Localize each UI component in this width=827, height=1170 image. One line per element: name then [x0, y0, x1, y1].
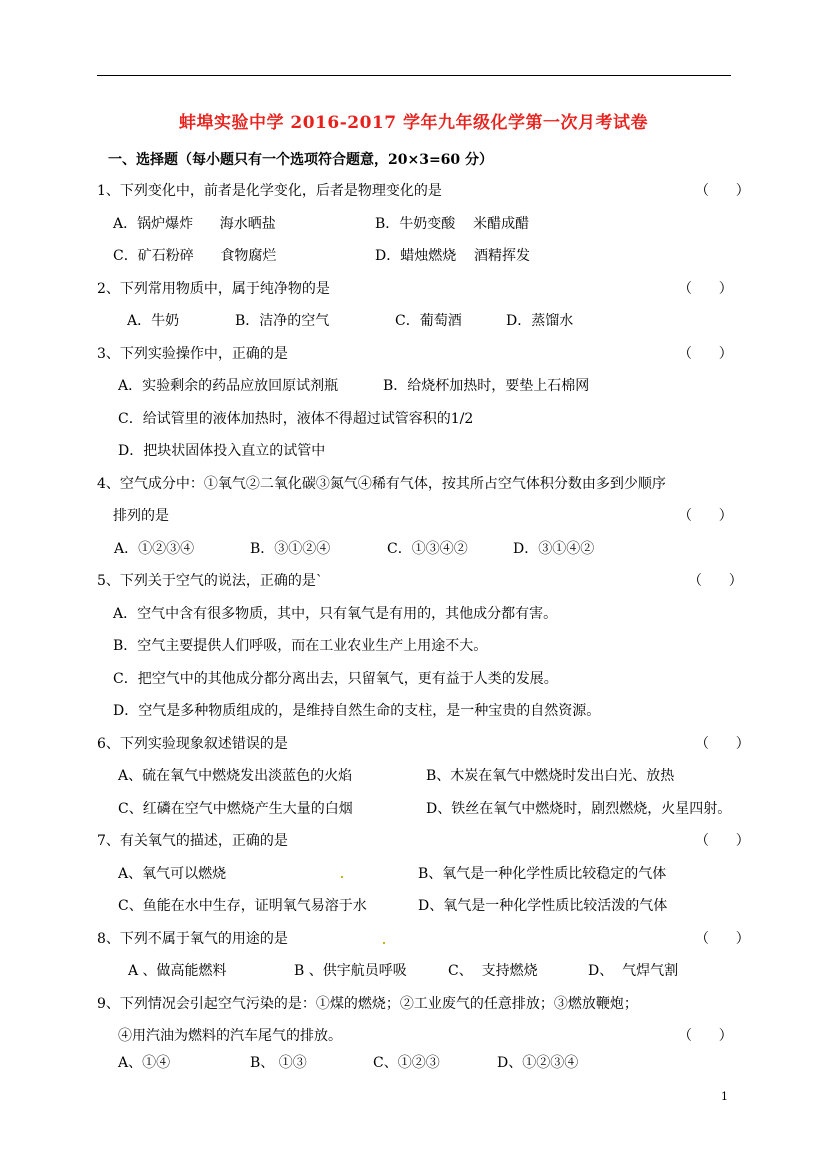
question-1-option-a: A．锅炉爆炸 海水晒盐 — [113, 216, 276, 232]
question-5-option-a: A．空气中含有很多物质，其中，只有氧气是有用的，其他成分都有害。 — [113, 606, 558, 622]
question-6-answer-paren: （ ） — [695, 736, 750, 752]
question-9-option-c: C、①②③ — [373, 1055, 440, 1071]
question-5-option-d: D．空气是多种物质组成的，是维持自然生命的支柱，是一种宝贵的自然资源。 — [113, 703, 601, 719]
question-2-option-d: D．蒸馏水 — [506, 313, 574, 329]
question-4-option-a: A．①②③④ — [114, 541, 195, 557]
question-9-option-d: D、①②③④ — [497, 1055, 579, 1071]
question-9-stem: 9、下列情况会引起空气污染的是：①煤的燃烧；②工业废气的任意排放；③燃放鞭炮； — [97, 996, 638, 1012]
question-5-stem: 5、下列关于空气的说法，正确的是` — [97, 573, 323, 589]
question-8-option-d: D、 气焊气割 — [588, 963, 679, 979]
question-8-option-b: B 、供宇航员呼吸 — [294, 963, 407, 979]
question-2-option-a: A．牛奶 — [127, 313, 180, 329]
question-3-option-b: B．给烧杯加热时，要垫上石棉网 — [383, 378, 590, 394]
header-rule — [97, 75, 731, 76]
question-6-option-d: D、铁丝在氧气中燃烧时，剧烈燃烧，火星四射。 — [426, 801, 732, 817]
question-1-answer-paren: （ ） — [695, 183, 750, 199]
question-8-answer-paren: （ ） — [695, 931, 750, 947]
question-6-option-a: A、硫在氧气中燃烧发出淡蓝色的火焰 — [118, 768, 353, 784]
section-heading: 一、选择题（每小题只有一个选项符合题意，20×3=60 分） — [108, 152, 494, 168]
question-7-option-c: C、鱼能在水中生存，证明氧气易溶于水 — [118, 898, 367, 914]
question-4-option-b: B．③①②④ — [250, 541, 331, 557]
question-5-option-b: B．空气主要提供人们呼吸，而在工业农业生产上用途不大。 — [113, 638, 488, 654]
question-9-option-b: B、 ①③ — [250, 1055, 307, 1071]
question-8-option-c: C、 支持燃烧 — [448, 963, 538, 979]
question-2-answer-paren: （ ） — [678, 281, 733, 297]
question-4-option-d: D．③①④② — [513, 541, 595, 557]
question-7-option-a: A、氧气可以燃烧 — [118, 866, 227, 882]
question-1-option-d: D．蜡烛燃烧 酒精挥发 — [375, 248, 531, 264]
question-4-stem: 4、空气成分中：①氧气②二氧化碳③氮气④稀有气体，按其所占空气体积分数由多到少顺序 — [97, 476, 666, 492]
question-4-option-c: C．①③④② — [387, 541, 468, 557]
question-7-stem: 7、有关氧气的描述，正确的是 — [97, 833, 288, 849]
question-5-option-c: C．把空气中的其他成分都分离出去，只留氧气，更有益于人类的发展。 — [113, 671, 558, 687]
question-3-stem: 3、下列实验操作中，正确的是 — [97, 346, 288, 362]
question-6-option-b: B、木炭在氧气中燃烧时发出白光、放热 — [426, 768, 675, 784]
question-1-option-b: B．牛奶变酸 米醋成醋 — [375, 216, 530, 232]
question-1-stem: 1、下列变化中，前者是化学变化，后者是物理变化的是 — [97, 183, 442, 199]
question-5-answer-paren: （ ） — [688, 573, 743, 589]
question-9-answer-paren: （ ） — [678, 1028, 733, 1044]
question-3-option-a: A．实验剩余的药品应放回原试剂瓶 — [118, 378, 339, 394]
question-9-option-a: A、①④ — [118, 1055, 171, 1071]
question-9-stem-continued: ④用汽油为燃料的汽车尾气的排放。 — [118, 1028, 342, 1044]
stray-mark — [341, 876, 343, 878]
question-4-answer-paren: （ ） — [678, 508, 733, 524]
question-8-stem: 8、下列不属于氧气的用途的是 — [97, 931, 288, 947]
question-7-option-d: D、氧气是一种化学性质比较活泼的气体 — [418, 898, 668, 914]
stray-mark — [383, 942, 385, 944]
question-4-stem-continued: 排列的是 — [113, 508, 169, 524]
question-8-option-a: A 、做高能燃料 — [128, 963, 227, 979]
question-2-option-c: C．葡萄酒 — [395, 313, 462, 329]
question-7-answer-paren: （ ） — [695, 833, 750, 849]
question-1-option-c: C．矿石粉碎 食物腐烂 — [113, 248, 277, 264]
question-3-answer-paren: （ ） — [678, 346, 733, 362]
page-number: 1 — [721, 1090, 728, 1103]
question-3-option-c: C．给试管里的液体加热时，液体不得超过试管容积的1/2 — [118, 411, 474, 427]
question-7-option-b: B、氧气是一种化学性质比较稳定的气体 — [418, 866, 667, 882]
question-2-stem: 2、下列常用物质中，属于纯净物的是 — [97, 281, 330, 297]
exam-title: 蚌埠实验中学 2016-2017 学年九年级化学第一次月考试卷 — [178, 113, 649, 133]
question-3-option-d: D．把块状固体投入直立的试管中 — [118, 443, 326, 459]
question-6-stem: 6、下列实验现象叙述错误的是 — [97, 736, 288, 752]
question-6-option-c: C、红磷在空气中燃烧产生大量的白烟 — [118, 801, 353, 817]
question-2-option-b: B．洁净的空气 — [235, 313, 330, 329]
